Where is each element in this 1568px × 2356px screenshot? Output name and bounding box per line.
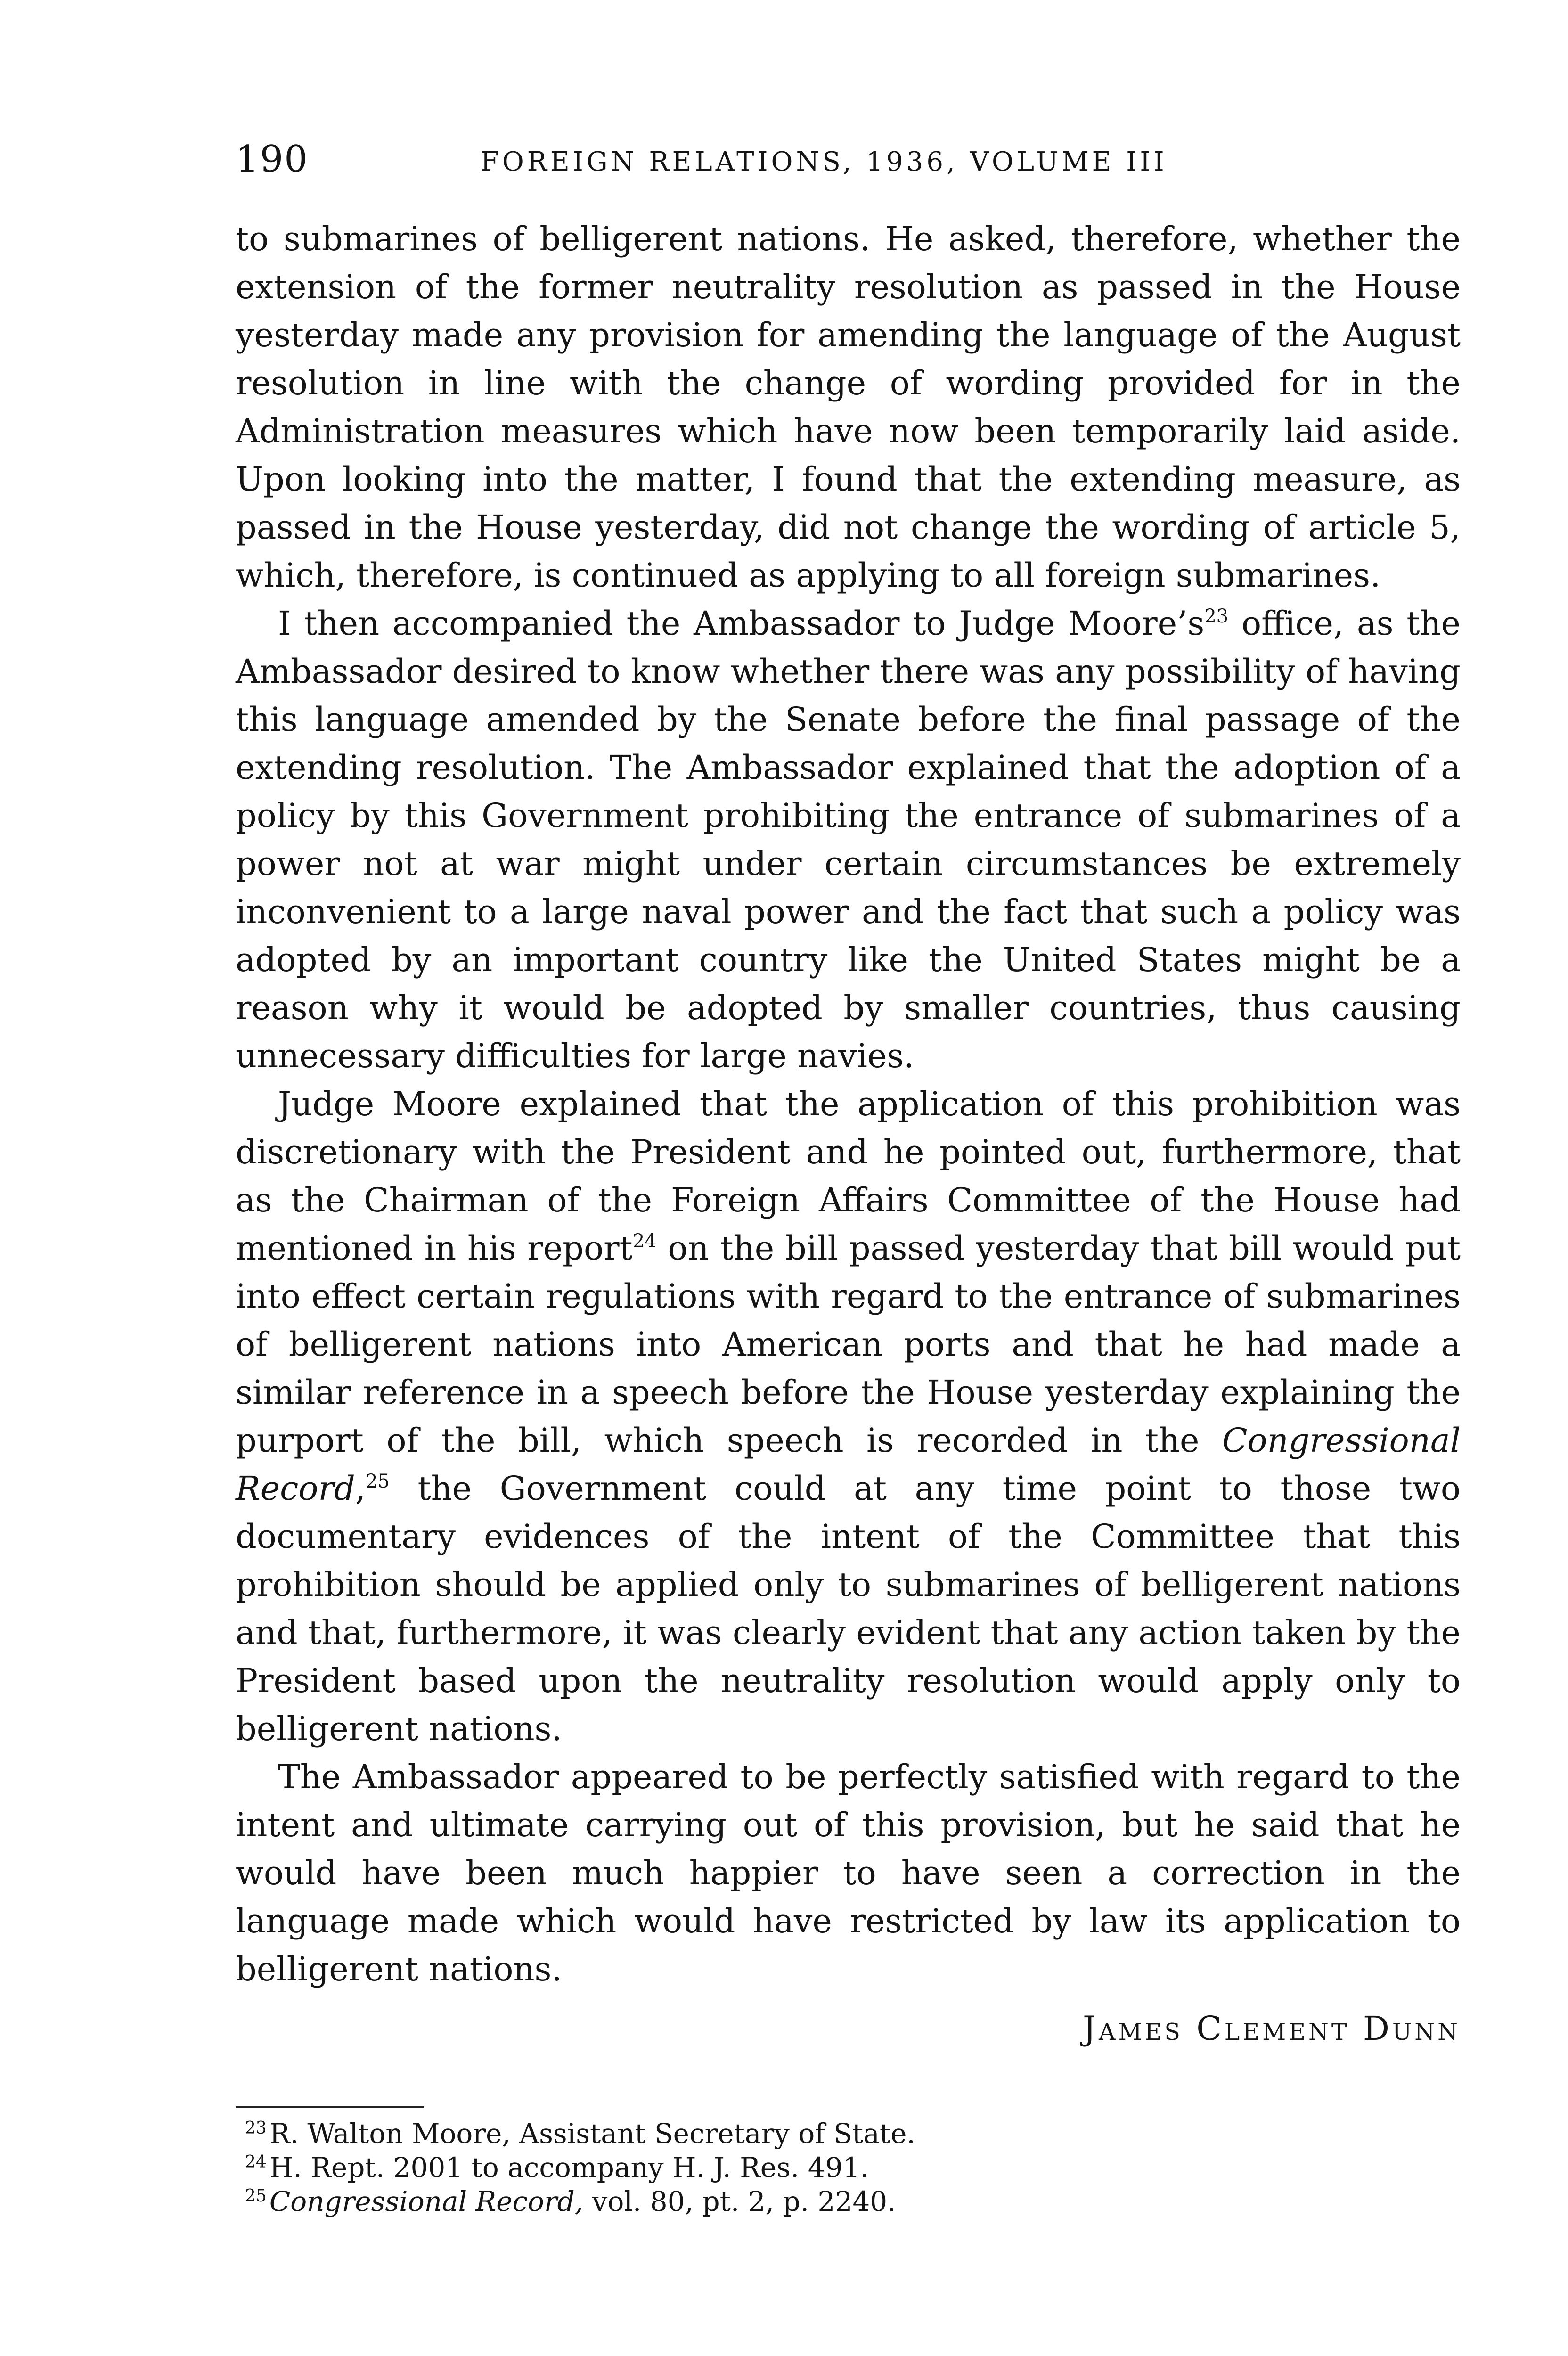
paragraph-3: [236, 1080, 1461, 1753]
footnote-25: [236, 2184, 1461, 2218]
footnote-mark: 23: [245, 2119, 267, 2138]
footnote-23: [236, 2117, 1461, 2151]
footnote-text: vol. 80, pt. 2, p. 2240.: [583, 2185, 896, 2217]
page-header: [236, 137, 1461, 188]
footnote-italic-title: Congressional Record,: [269, 2185, 584, 2217]
body-text: [236, 215, 1461, 1993]
footnote-text: H. Rept. 2001 to accompany H. J. Res. 491.: [269, 2151, 869, 2184]
congressional-record-title: Congressional Record: [236, 1421, 1461, 1508]
footnote-mark: 24: [245, 2152, 267, 2172]
footnote-ref-25[interactable]: 25: [366, 1471, 390, 1492]
footnote-text: R. Walton Moore, Assistant Secretary of State.: [269, 2118, 915, 2150]
paragraph-4-text: The Ambassador appeared to be perfectly satisfied with regard to the intent and ultimate carrying out of this provision, but he said that he would have been much happier to have seen a correction in the language made which would have restricted by law its application to belligerent nations.: [236, 1758, 1461, 1988]
signature: James Clement Dunn: [1083, 2009, 1461, 2048]
document-page: [236, 137, 1461, 2218]
page-number: 190: [236, 138, 309, 180]
footnote-ref-24[interactable]: 24: [632, 1230, 657, 1252]
footnote-mark: 25: [245, 2186, 267, 2206]
running-head: FOREIGN RELATIONS, 1936, VOLUME III: [481, 147, 1168, 177]
paragraph-2-text-a: I then accompanied the Ambassador to Judge Moore’s: [278, 604, 1205, 643]
footnote-divider: [236, 2106, 424, 2108]
paragraph-3-text-c: ,: [355, 1469, 366, 1508]
paragraph-2-text-b: office, as the Ambassador desired to know whether there was any possibility of having this language amended by the Senate before the final passage of the extending resolution. The Ambassador explained that the adoption of a policy by this Government prohibiting the entrance of submarines of a power not at war might under certain circumstances be extremely inconvenient to a large naval power and the fact that such a policy was adopted by an important country like the United States might be a reason why it would be adopted by smaller countries, thus causing unnecessary difficulties for large navies.: [236, 604, 1461, 1075]
footnote-24: [236, 2151, 1461, 2184]
footnote-ref-23[interactable]: 23: [1204, 605, 1229, 627]
paragraph-4: [236, 1753, 1461, 1993]
footnotes: [236, 2117, 1461, 2218]
paragraph-3-text-b: on the bill passed yesterday that bill would put into effect certain regulations with regard to the entrance of submarines of belligerent nations into American ports and that he had made a similar reference in a speech before the House yesterday explaining the purport of the bill, which speech is recorded in the: [236, 1229, 1461, 1460]
paragraph-1: [236, 215, 1461, 599]
paragraph-3-text-d: the Government could at any time point to those two documentary evidences of the intent of the Committee that this prohibition should be applied only to submarines of belligerent nations and that, furthermore, it was clearly evident that any action taken by the President based upon the neutrality resolution would apply only to belligerent nations.: [236, 1469, 1461, 1748]
paragraph-2: [236, 599, 1461, 1080]
paragraph-1-text: to submarines of belligerent nations. He asked, therefore, whether the extension of the former neutrality resolution as passed in the House yesterday made any provision for amending the language of the August resolution in line with the change of wording provided for in the Administration measures which have now been temporarily laid aside. Upon looking into the matter, I found that the extending measure, as passed in the House yesterday, did not change the wording of article 5, which, therefore, is continued as applying to all foreign submarines.: [236, 220, 1461, 595]
paragraph-3-text-a: Judge Moore explained that the application of this prohibition was discretionary with the President and he pointed out, furthermore, that as the Chairman of the Foreign Affairs Committee of the House had mentioned in his report: [236, 1085, 1461, 1268]
